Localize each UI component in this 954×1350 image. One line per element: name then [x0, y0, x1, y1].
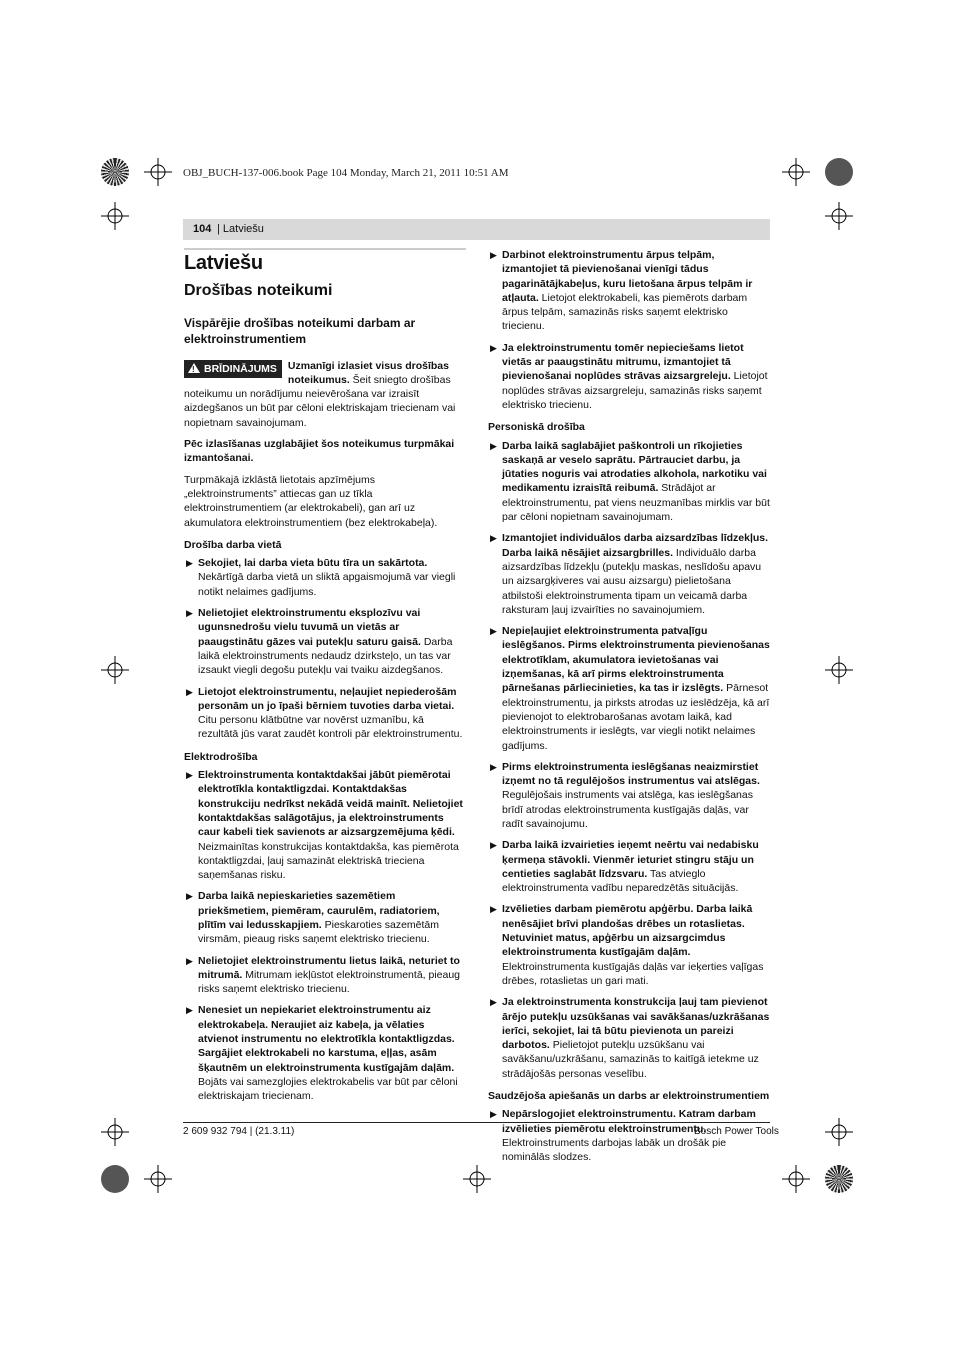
- personal-heading: Personiskā drošība: [488, 421, 585, 434]
- running-header: [183, 219, 770, 240]
- list-item: ▶ Darbinot elektroinstrumentu ārpus telpām, izmantojiet tā pievienošanai vienīgi tādus pagarinātājkabeļus, kuru lietošana ārpus telpām ir atļauta. Lietojot elektrokabeli, kas piemērots darbam ārpus telpām, samazinās risks saņemt elektrisko triecienu.: [490, 249, 753, 333]
- bullet-icon: ▶: [490, 761, 497, 772]
- footer-doc-number: 2 609 932 794 | (21.3.11): [183, 1126, 295, 1137]
- bullet-icon: ▶: [186, 770, 193, 781]
- header-section: | Latviešu: [217, 223, 264, 235]
- registration-mark-icon: [101, 1118, 129, 1146]
- bullet-icon: ▶: [490, 440, 497, 451]
- bullet-icon: ▶: [490, 840, 497, 851]
- page-title: Latviešu: [184, 252, 263, 274]
- color-disc-top-right: [825, 158, 853, 186]
- list-item: ▶ Pirms elektroinstrumenta ieslēgšanas neaizmirstiet izņemt no tā regulējošos instrumentus vai atslēgas. Regulējošais instruments vai atslēga, kas ieslēgšanas brīdī atrodas elektroinstrumenta kustīgajās daļās, var radīt savainojumu.: [490, 760, 760, 830]
- registration-mark-icon: [463, 1165, 491, 1193]
- bullet-icon: ▶: [186, 558, 193, 569]
- right-column: [488, 248, 770, 1172]
- registration-mark-icon: [101, 656, 129, 684]
- footer-rule: [183, 1122, 770, 1123]
- registration-mark-icon: [144, 158, 172, 186]
- title-rule: [184, 248, 466, 250]
- registration-mark-icon: [101, 202, 129, 230]
- left-column: [184, 248, 466, 1111]
- registration-mark-icon: [782, 158, 810, 186]
- bullet-icon: ▶: [186, 1005, 193, 1016]
- warning-paragraph: !BRĪDINĀJUMS Uzmanīgi izlasiet visus drošības noteikumus. Šeit sniegto drošības noteikumu un norādījumu neievērošana var izraisīt aizdegšanos un būt par cēloni elektriskajam triecienam vai nopietnam savainojumam.: [184, 359, 466, 430]
- keep-notice: Pēc izlasīšanas uzglabājiet šos noteikumus turpmākai izmantošanai.: [184, 438, 455, 465]
- list-item: ▶ Ja elektroinstrumenta konstrukcija ļauj tam pievienot ārējo putekļu uzsūkšanas vai savākšanas/uzkrāšanas ierīci, sekojiet, lai tā būtu pievienota un pareizi darbotos. Pielietojot putekļu uzsūkšanu vai savākšanu/uzkrāšanu, samazinās to kaitīgā ietekme uz strādājošās personas veselību.: [490, 996, 770, 1080]
- general-heading: Vispārējie drošības noteikumi darbam ar elektroinstrumentiem: [184, 315, 416, 346]
- bullet-icon: ▶: [490, 997, 497, 1008]
- list-item: ▶ Lietojot elektroinstrumentu, neļaujiet nepiederošām personām un jo īpaši bērniem tuvoties darba vietai. Citu personu klātbūtne var novērst uzmanību, kā rezultātā jūs varat zaudēt kontroli pār elektroinstrumentu.: [186, 685, 463, 741]
- bullet-icon: ▶: [186, 955, 193, 966]
- careful-use-heading: Saudzējoša apiešanās un darbs ar elektroinstrumentiem: [488, 1090, 770, 1103]
- bullet-icon: ▶: [186, 686, 193, 697]
- warning-badge: !BRĪDINĀJUMS: [184, 360, 282, 378]
- color-disc-bottom-left: [101, 1165, 129, 1193]
- registration-mark-icon: [825, 1118, 853, 1146]
- electrical-heading: Elektrodrošība: [184, 750, 258, 763]
- term-note: Turpmākajā izklāstā lietotais apzīmējums „elektroinstruments” attiecas gan uz tīkla elektroinstrumentiem (ar elektrokabeli), gan arī uz akumulatora elektroinstrumentiem (bez elektrokabeļa).: [184, 473, 438, 529]
- bullet-icon: ▶: [186, 891, 193, 902]
- section-title: Drošības noteikumi: [184, 282, 333, 300]
- bullet-icon: ▶: [490, 626, 497, 637]
- list-item: ▶ Izmantojiet individuālos darba aizsardzības līdzekļus. Darba laikā nēsājiet aizsargbrilles. Individuālo darba aizsardzības līdzekļu (putekļu maskas, neslīdošu apavu un aizsargķiveres vai ausu aizsargu) pielietošana atbilstoši elektroinstrumenta tipam un veicamā darba raksturam ļauj izvairīties no savainojumiem.: [490, 532, 769, 616]
- registration-mark-icon: [825, 656, 853, 684]
- registration-mark-icon: [144, 1165, 172, 1193]
- list-item: ▶ Izvēlieties darbam piemērotu apģērbu. Darba laikā nenēsājiet brīvi plandošas drēbes un rotaslietas. Netuviniet matus, apģērbu un aizsargcimdus elektroinstrumenta kustīgajām daļām. Elektroinstrumenta kustīgajās daļās var ieķerties vaļīgas drēbes, rotaslietas un gari mati.: [490, 903, 764, 987]
- list-item: ▶ Nelietojiet elektroinstrumentu eksplozīvu vai ugunsnedrošu vielu tuvumā un vietās ar paaugstinātu gāzes vai putekļu saturu gaisā. Darba laikā elektroinstruments nedaudz dzirksteļo, un tas var izsaukt viegli degošu putekļu vai tvaiku aizdegšanos.: [186, 607, 453, 677]
- bullet-icon: ▶: [490, 1109, 497, 1120]
- bullet-icon: ▶: [490, 904, 497, 915]
- bullet-icon: ▶: [490, 533, 497, 544]
- registration-mark-icon: [825, 202, 853, 230]
- footer-brand: Bosch Power Tools: [694, 1126, 779, 1137]
- list-item: ▶ Nepieļaujiet elektroinstrumenta patvaļīgu ieslēgšanos. Pirms elektroinstrumenta pievienošanas elektrotīklam, akumulatora ievietošanas vai izņemšanas, kā arī pirms elektroinstrumenta pārnešanas pārliecinieties, ka tas ir izslēgts. Pārnesot elektroinstrumentu, ja pirksts atrodas uz ieslēdzēja, kā arī pievienojot to elektrobarošanas avotam laikā, kad elektroinstruments ir ieslēgts, var viegli notikt nelaimes gadījums.: [490, 625, 770, 752]
- color-disc-bottom-right: [825, 1165, 853, 1193]
- list-item: ▶ Darba laikā izvairieties ieņemt neērtu vai nedabisku ķermeņa stāvokli. Vienmēr ieturiet stingru stāju un centieties saglabāt līdzsvaru. Tas atvieglo elektroinstrumenta vadību neparedzētās situācijās.: [490, 839, 759, 895]
- list-item: ▶ Sekojiet, lai darba vieta būtu tīra un sakārtota. Nekārtīgā darba vietā un sliktā apgaismojumā var viegli notikt nelaimes gadījums.: [186, 557, 456, 598]
- bullet-icon: ▶: [490, 342, 497, 353]
- bullet-icon: ▶: [186, 608, 193, 619]
- list-item: ▶ Nenesiet un nepiekariet elektroinstrumentu aiz elektrokabeļa. Neraujiet aiz kabeļa, ja vēlaties atvienot instrumentu no elektrotīkla kontaktligzdas. Sargājiet elektrokabeli no karstuma, eļļas, asām šķautnēm un elektroinstrumenta kustīgajām daļām. Bojāts vai samezglojies elektrokabelis var būt par cēloni elektriskajam triecienam.: [186, 1004, 458, 1103]
- color-disc-top-left: [101, 158, 129, 186]
- list-item: ▶ Ja elektroinstrumentu tomēr nepieciešams lietot vietās ar paaugstinātu mitrumu, izmantojiet tā pievienošanai noplūdes strāvas aizsargreleju. Lietojot noplūdes strāvas aizsargreleju, samazinās risks saņemt elektrisko triecienu.: [490, 341, 768, 411]
- print-slug: OBJ_BUCH-137-006.book Page 104 Monday, March 21, 2011 10:51 AM: [183, 167, 509, 179]
- bullet-icon: ▶: [490, 250, 497, 260]
- list-item: ▶ Darba laikā saglabājiet paškontroli un rīkojieties saskaņā ar veselo saprātu. Pārtrauciet darbu, ja jūtaties noguris vai atrodaties alkohola, narkotiku vai medikamentu izraisītā reibumā. Strādājot ar elektroinstrumentu, pat viens neuzmanības mirklis var būt par cēloni nopietnam savainojumam.: [490, 439, 770, 524]
- list-item: ▶ Nelietojiet elektroinstrumentu lietus laikā, neturiet to mitrumā. Mitrumam iekļūstot elektroinstrumentā, pieaug risks saņemt elektrisko triecienu.: [186, 954, 461, 996]
- list-item: ▶ Elektroinstrumenta kontaktdakšai jābūt piemērotai elektrotīkla kontaktligzdai. Kontaktdakšas konstrukciju nedrīkst nekādā veidā mainīt. Nelietojiet kontaktdakšas salāgotājus, ja elektroinstruments caur kabeli tiek savienots ar aizsargzemējuma ķēdi. Neizmainītas konstrukcijas kontaktdakša, kas piemērota kontaktligzdai, ļauj samazināt elektriskā trieciena saņemšanas risku.: [186, 769, 463, 882]
- list-item: ▶ Darba laikā nepieskarieties sazemētiem priekšmetiem, piemēram, caurulēm, radiatoriem, plītīm vai ledusskapjiem. Pieskaroties sazemētām virsmām, pieaug risks saņemt elektrisko triecienu.: [186, 890, 440, 946]
- list-item: ▶ Nepārslogojiet elektroinstrumentu. Katram darbam izvēlieties piemērotu elektroinstrumentu. Elektroinstruments darbojas labāk un drošāk pie nominālās slodzes.: [490, 1108, 756, 1164]
- page-number: 104: [193, 223, 212, 235]
- registration-mark-icon: [782, 1165, 810, 1193]
- work-area-heading: Drošība darba vietā: [184, 538, 282, 551]
- warning-icon: [188, 363, 200, 373]
